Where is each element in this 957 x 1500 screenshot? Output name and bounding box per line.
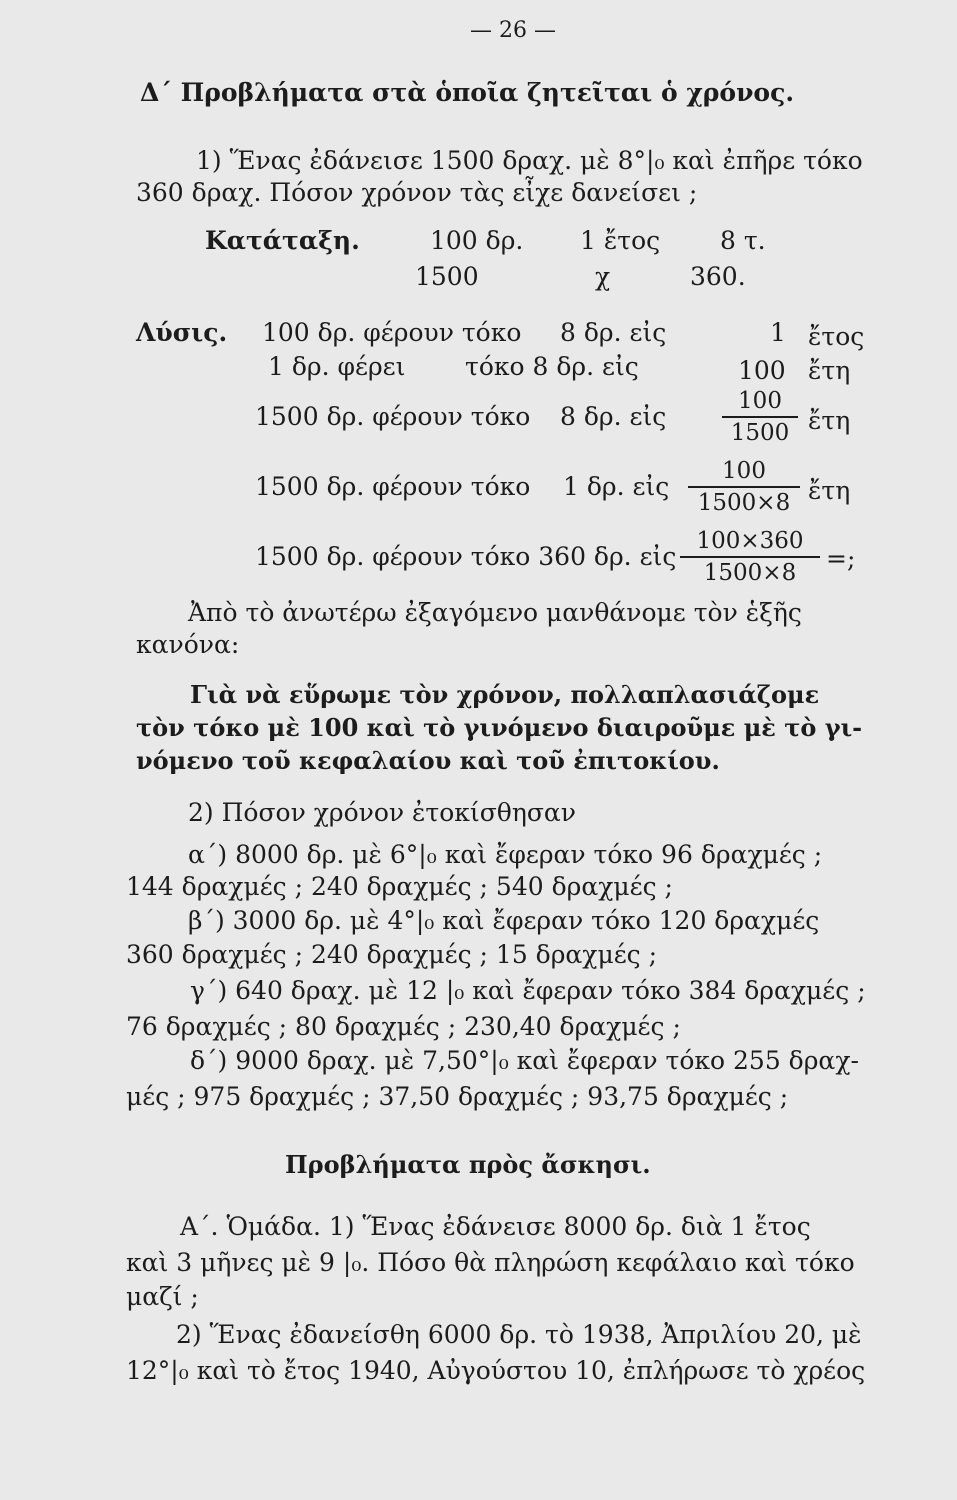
problem2-line7: 76 δραχμές ; 80 δραχμές ; 230,40 δραχμές ;: [126, 1012, 681, 1041]
fraction-bar: [722, 416, 798, 418]
problem2-line8: δ΄) 9000 δραχ. μὲ 7,50°|₀ καὶ ἔφεραν τόκο 255 δραχ-: [190, 1046, 859, 1075]
lysis-row4-denominator: 1500×8: [697, 490, 791, 516]
lysis-row4-mid: 1 δρ. εἰς: [563, 472, 670, 501]
group-a-line2: καὶ 3 μῆνες μὲ 9 |₀. Πόσο θὰ πληρώση κεφάλαιο καὶ τόκο: [126, 1248, 855, 1277]
group-a-line4: 2) Ἕνας ἐδανείσθη 6000 δρ. τὸ 1938, Ἀπριλίου 20, μὲ: [176, 1320, 862, 1349]
lysis-label: Λύσις.: [136, 318, 228, 347]
lysis-row3-mid: 8 δρ. εἰς: [560, 402, 667, 431]
problem2-line9: μές ; 975 δραχμές ; 37,50 δραχμές ; 93,75 δραχμές ;: [126, 1082, 789, 1111]
page-number: — 26 —: [470, 18, 556, 43]
lysis-row4-numerator: 100: [722, 458, 766, 484]
lysis-row5-numerator: 100×360: [696, 528, 804, 554]
lysis-row2-unit: ἔτη: [808, 356, 851, 385]
rule-intro-line1: Ἀπὸ τὸ ἀνωτέρω ἐξαγόμενο μανθάνομε τὸν ἑξῆς: [188, 598, 802, 627]
problem2-line1: 2) Πόσον χρόνον ἐτοκίσθησαν: [188, 798, 576, 827]
group-a-line1: Α΄. Ὁμάδα. 1) Ἕνας ἐδάνεισε 8000 δρ. διὰ 1 ἔτος: [180, 1212, 811, 1241]
exercises-heading: Προβλήματα πρὸς ἄσκησι.: [285, 1150, 651, 1179]
fraction-bar: [680, 556, 820, 558]
lysis-row4-unit: ἔτη: [808, 476, 851, 505]
katataxi-r1c1: 100 δρ.: [430, 226, 524, 255]
problem2-line4: β΄) 3000 δρ. μὲ 4°|₀ καὶ ἔφεραν τόκο 120 δραχμές: [188, 906, 820, 935]
lysis-row1-unit: ἔτος: [808, 322, 865, 351]
katataxi-r1c2: 1 ἔτος: [580, 226, 661, 255]
lysis-row5-tail: =;: [826, 544, 856, 573]
lysis-row2-val: 100: [738, 356, 786, 385]
problem2-line2: α΄) 8000 δρ. μὲ 6°|₀ καὶ ἔφεραν τόκο 96 δραχμές ;: [188, 840, 823, 869]
group-a-line3: μαζί ;: [126, 1282, 199, 1311]
lysis-row4-fraction: [688, 458, 800, 516]
section-heading: Δ΄ Προβλήματα στὰ ὁποῖα ζητεῖται ὁ χρόνος.: [140, 78, 795, 107]
lysis-row1-val: 1: [770, 318, 786, 347]
problem1-line2: 360 δραχ. Πόσον χρόνον τὰς εἶχε δανείσει ;: [136, 178, 698, 207]
lysis-row5-left: 1500 δρ. φέρουν τόκο 360 δρ. εἰς: [255, 542, 677, 571]
katataxi-r2c2: χ: [595, 262, 611, 291]
problem2-line6: γ΄) 640 δραχ. μὲ 12 |₀ καὶ ἔφεραν τόκο 384 δραχμές ;: [190, 976, 866, 1005]
lysis-row3-unit: ἔτη: [808, 406, 851, 435]
katataxi-r2c1: 1500: [415, 262, 479, 291]
rule-line2: τὸν τόκο μὲ 100 καὶ τὸ γινόμενο διαιροῦμε μὲ τὸ γι-: [136, 713, 863, 742]
rule-line1: Γιὰ νὰ εὕρωμε τὸν χρόνον, πολλαπλασιάζομε: [190, 680, 820, 709]
lysis-row3-numerator: 100: [738, 388, 782, 414]
rule-line3: νόμενο τοῦ κεφαλαίου καὶ τοῦ ἐπιτοκίου.: [136, 746, 720, 775]
lysis-row3-left: 1500 δρ. φέρουν τόκο: [255, 402, 531, 431]
katataxi-r1c3: 8 τ.: [720, 226, 766, 255]
problem2-line3: 144 δραχμές ; 240 δραχμές ; 540 δραχμές ;: [126, 872, 673, 901]
lysis-row5-fraction: [680, 528, 820, 586]
lysis-row2-mid: τόκο 8 δρ. εἰς: [465, 352, 639, 381]
rule-intro-line2: κανόνα:: [136, 630, 240, 659]
lysis-row4-left: 1500 δρ. φέρουν τόκο: [255, 472, 531, 501]
problem1-line1: 1) Ἕνας ἐδάνεισε 1500 δραχ. μὲ 8°|₀ καὶ ἐπῆρε τόκο: [196, 146, 863, 175]
katataxi-label: Κατάταξη.: [205, 226, 360, 255]
lysis-row1-mid: 8 δρ. εἰς: [560, 318, 667, 347]
lysis-row3-fraction: [722, 388, 798, 446]
lysis-row2-left: 1 δρ. φέρει: [268, 352, 406, 381]
lysis-row1-left: 100 δρ. φέρουν τόκο: [262, 318, 522, 347]
lysis-row5-denominator: 1500×8: [703, 560, 797, 586]
fraction-bar: [688, 486, 800, 488]
problem2-line5: 360 δραχμές ; 240 δραχμές ; 15 δραχμές ;: [126, 940, 658, 969]
katataxi-r2c3: 360.: [690, 262, 746, 291]
group-a-line5: 12°|₀ καὶ τὸ ἔτος 1940, Αὐγούστου 10, ἐπλήρωσε τὸ χρέος: [126, 1356, 866, 1385]
lysis-row3-denominator: 1500: [730, 420, 790, 446]
